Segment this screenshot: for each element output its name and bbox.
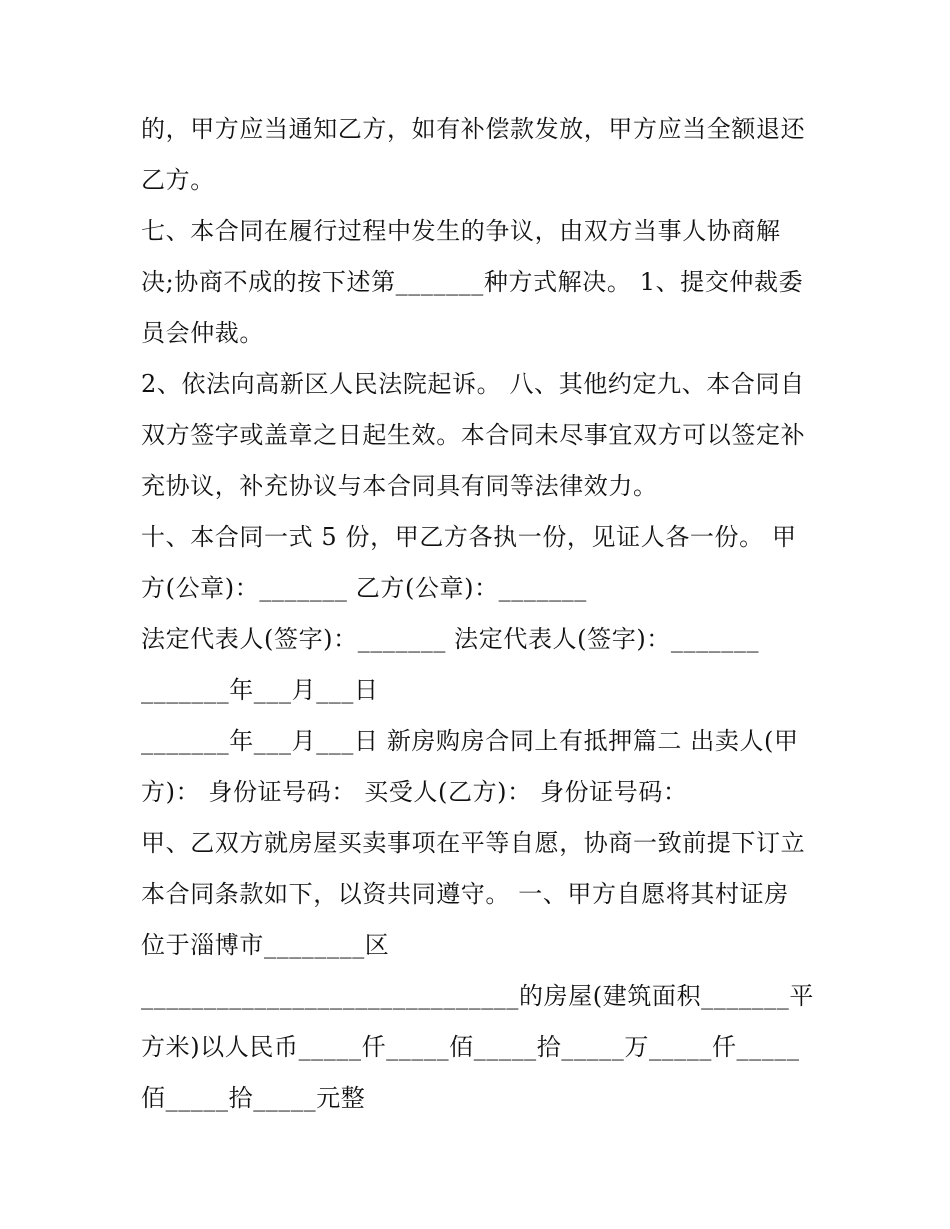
text-line-13: _______年___月___日 新房购房合同上有抵押篇二 出卖人(甲 xyxy=(141,727,799,755)
text-line-18: ______________________________的房屋(建筑面积_______平 xyxy=(141,982,814,1010)
text-line-10: 方(公章)：_______ 乙方(公章)：_______ xyxy=(141,574,587,602)
text-line-6: 2、依法向高新区人民法院起诉。 八、其他约定九、本合同自 xyxy=(141,370,805,398)
text-line-16: 本合同条款如下，以资共同遵守。 一、甲方自愿将其村证房 xyxy=(141,880,789,908)
text-line-20: 佰_____拾_____元整 xyxy=(141,1084,366,1112)
text-line-2: 乙方。 xyxy=(141,166,215,194)
text-line-4: 决;协商不成的按下述第_______种方式解决。 1、提交仲裁委 xyxy=(141,268,804,296)
text-line-1: 的，甲方应当通知乙方，如有补偿款发放，甲方应当全额退还 xyxy=(141,115,806,143)
text-line-15: 甲、乙双方就房屋买卖事项在平等自愿，协商一致前提下订立 xyxy=(141,829,806,857)
text-line-17: 位于淄博市________区 xyxy=(141,931,390,959)
text-line-7: 双方签字或盖章之日起生效。本合同未尽事宜双方可以签定补 xyxy=(141,421,806,449)
text-line-9: 十、本合同一式 5 份，甲乙方各执一份，见证人各一份。 甲 xyxy=(141,523,797,551)
text-line-14: 方)： 身份证号码： 买受人(乙方)： 身份证号码： xyxy=(141,778,688,806)
text-line-19: 方米)以人民币_____仟_____佰_____拾_____万_____仟_____ xyxy=(141,1033,800,1061)
text-line-8: 充协议，补充协议与本合同具有同等法律效力。 xyxy=(141,472,658,500)
text-line-5: 员会仲裁。 xyxy=(141,319,264,347)
text-line-12: _______年___月___日 xyxy=(141,676,379,704)
text-line-3: 七、本合同在履行过程中发生的争议，由双方当事人协商解 xyxy=(141,217,781,245)
text-line-11: 法定代表人(签字)：_______ 法定代表人(签字)：_______ xyxy=(141,625,760,653)
